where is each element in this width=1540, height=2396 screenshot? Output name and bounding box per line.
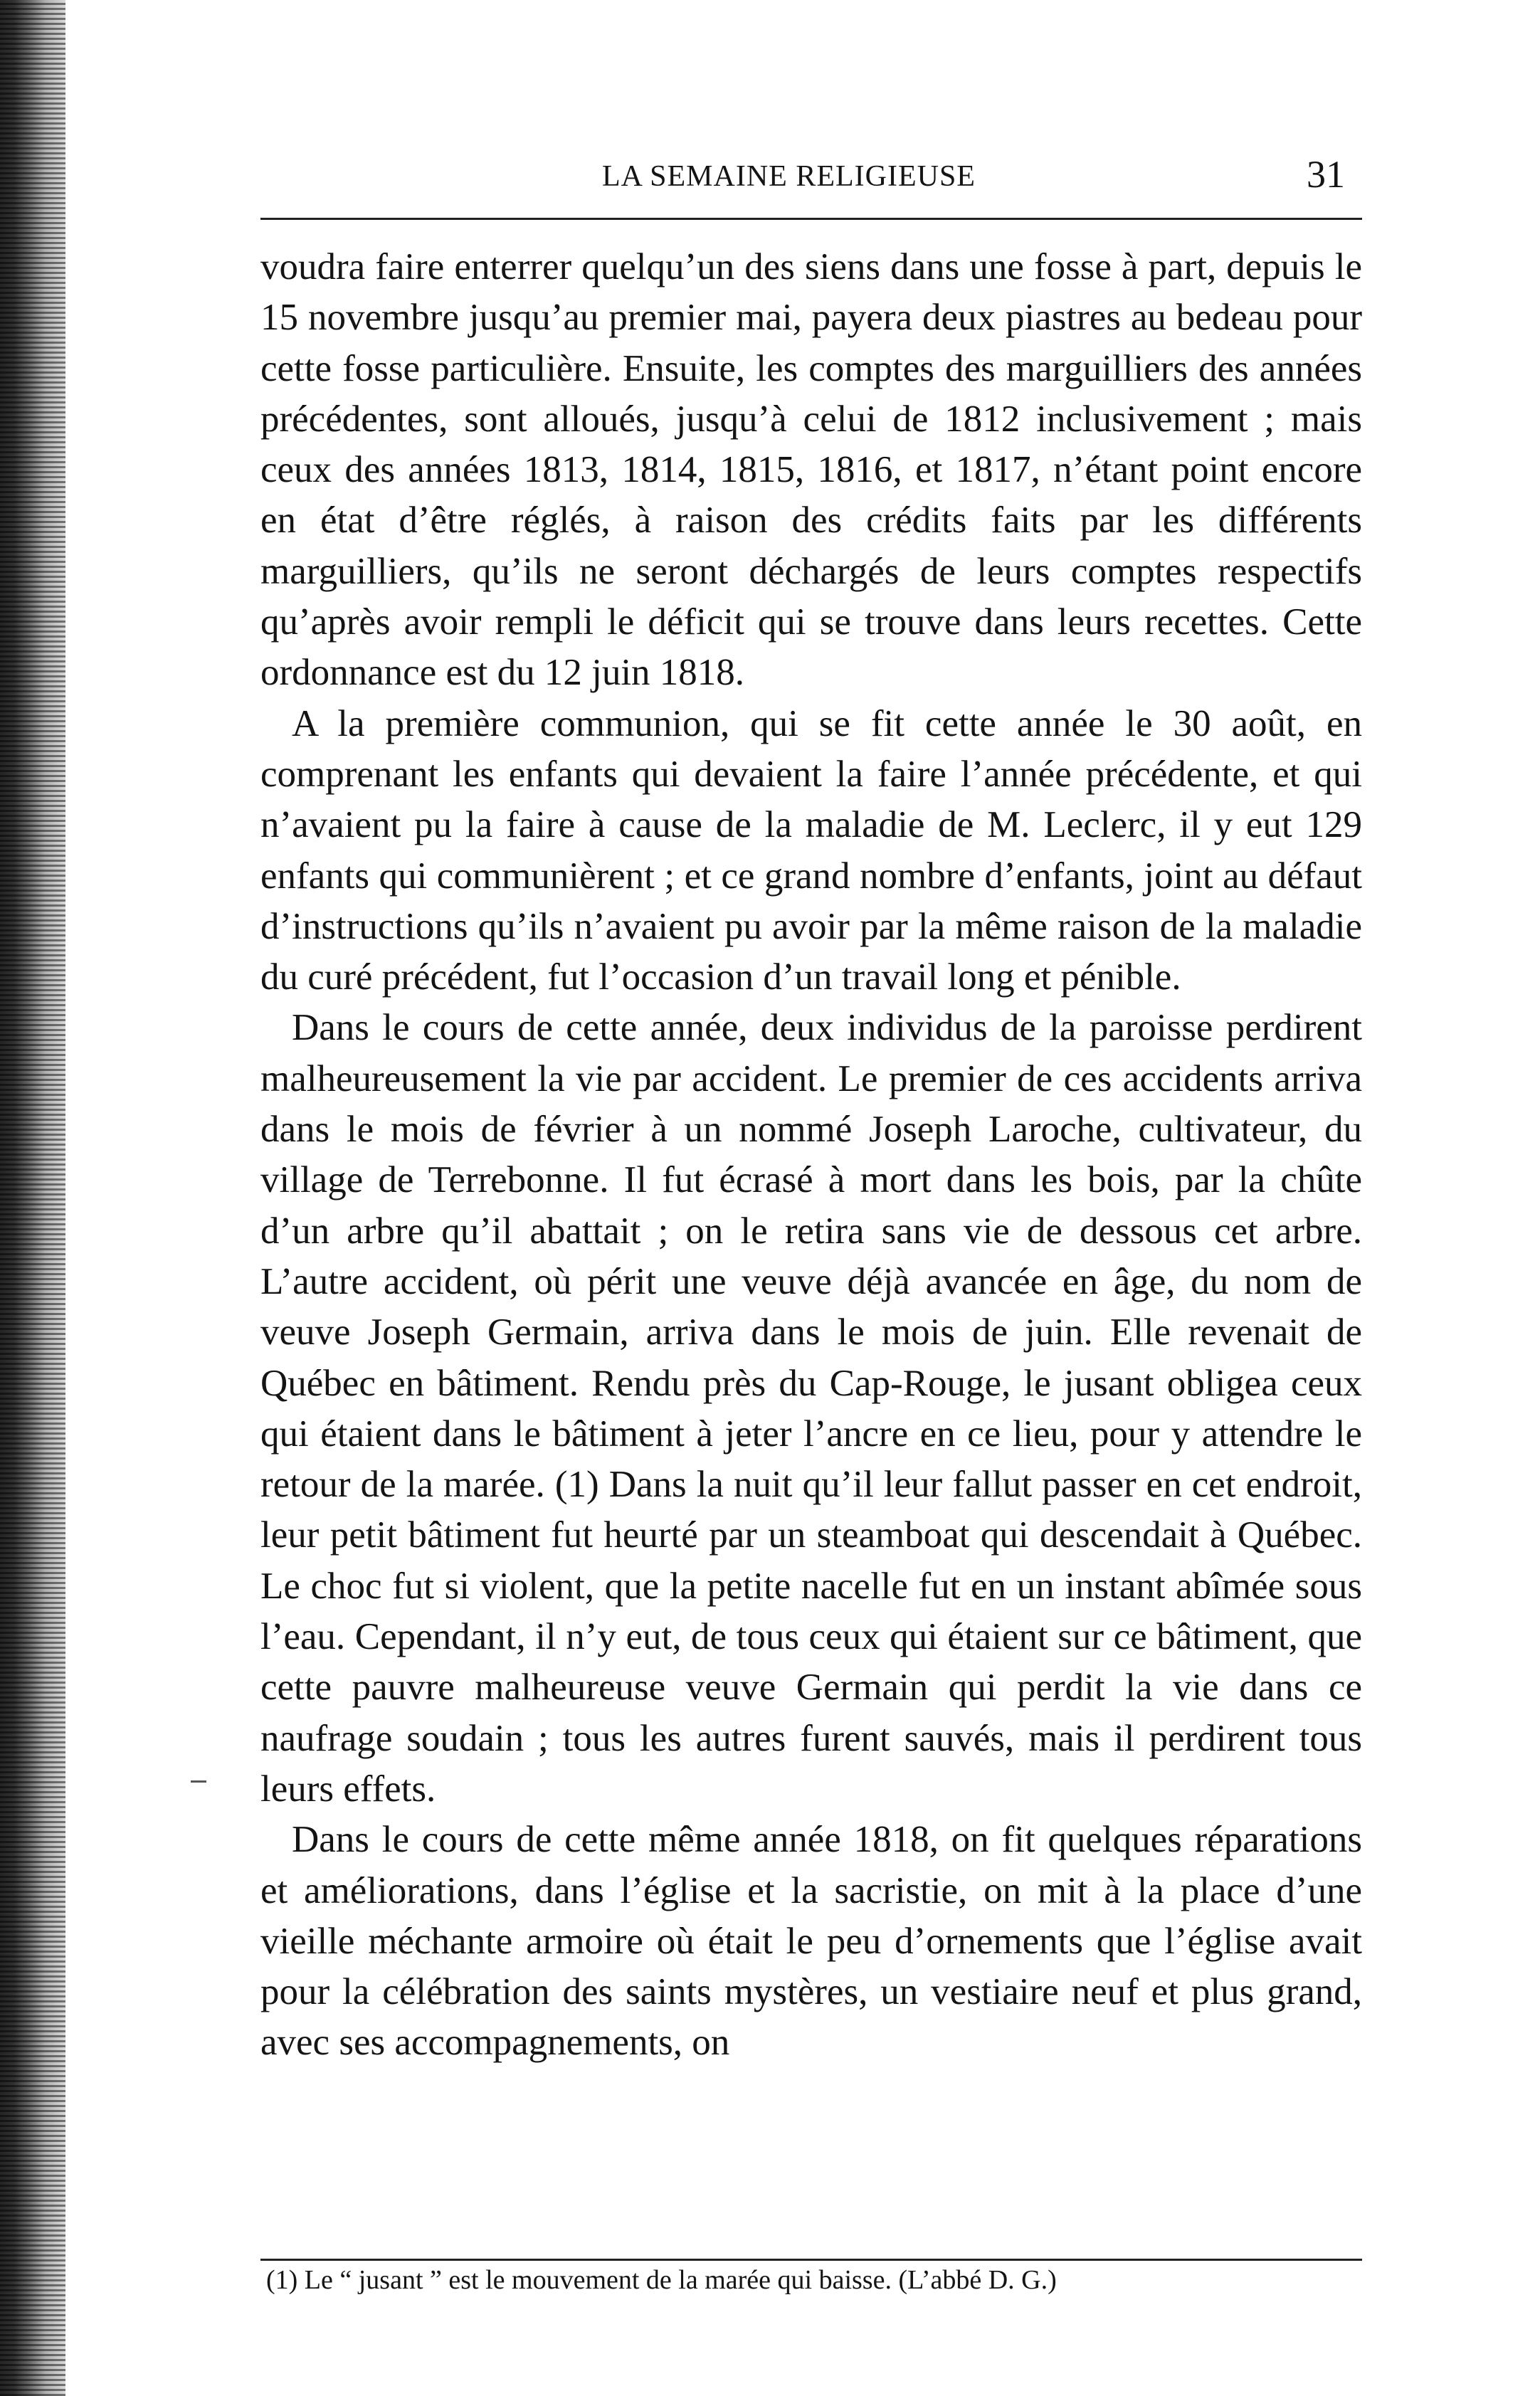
paragraph-4: Dans le cours de cette même année 1818, on fit quelques réparations et améliorations, dans l’église et la sacristie, on mit à la place d’une vieille méchante armoire où était le peu d’ornements que l’église avait pour la célébration des saints mystères, un vestiaire neuf et plus grand, avec ses accompagnements, on xyxy=(260,1819,1362,2064)
running-title: LA SEMAINE RELIGIEUSE xyxy=(602,160,976,193)
book-binding-edge xyxy=(0,0,65,2396)
paragraph-1: voudra faire enterrer quelqu’un des siens dans une fosse à part, depuis le 15 novembre jusqu’au premier mai, payera deux piastres au bedeau pour cette fosse particulière. Ensuite, les comptes des marguilliers des années précédentes, sont alloués, jusqu’à celui de 1812 inclusivement ; mais ceux des années 1813, 1814, 1815, 1816, et 1817, n’étant point encore en état d’être réglés, à raison des crédits faits par les différents marguilliers, qu’ils ne seront déchargés de leurs comptes respectifs qu’après avoir rempli le déficit qui se trouve dans leurs recettes. Cette ordonnance est du 12 juin 1818. xyxy=(260,246,1362,694)
page-header xyxy=(260,153,1362,206)
margin-mark xyxy=(191,1780,206,1783)
paragraph-3: Dans le cours de cette année, deux individus de la paroisse perdirent malheureusement la vie par accident. Le premier de ces accidents arriva dans le mois de février à un nommé Joseph Laroche, cultivateur, du village de Terrebonne. Il fut écrasé à mort dans les bois, par la chûte d’un arbre qu’il abattait ; on le retira sans vie de dessous cet arbre. L’autre accident, où périt une veuve déjà avancée en âge, du nom de veuve Joseph Germain, arriva dans le mois de juin. Elle revenait de Québec en bâtiment. Rendu près du Cap-Rouge, le jusant obligea ceux qui étaient dans le bâtiment à jeter l’ancre en ce lieu, pour y attendre le retour de la marée. (1) Dans la nuit qu’il leur fallut passer en cet endroit, leur petit bâtiment fut heurté par un steamboat qui descendait à Québec. Le choc fut si violent, que la petite nacelle fut en un instant abîmée sous l’eau. Cependant, il n’y eut, de tous ceux qui étaient sur ce bâtiment, que cette pauvre malheureuse veuve Germain qui perdit la vie dans ce naufrage soudain ; tous les autres furent sauvés, mais il perdirent tous leurs effets. xyxy=(260,1007,1362,1810)
page-number: 31 xyxy=(1307,153,1345,196)
footnote-rule xyxy=(260,2259,1362,2261)
header-rule xyxy=(260,218,1362,220)
paragraph-2: A la première communion, qui se fit cette année le 30 août, en comprenant les enfants qui devaient la faire l’année précédente, et qui n’avaient pu la faire à cause de la maladie de M. Leclerc, il y eut 129 enfants qui communièrent ; et ce grand nombre d’enfants, joint au défaut d’instructions qu’ils n’avaient pu avoir par la même raison de la maladie du curé précédent, fut l’occasion d’un travail long et pénible. xyxy=(260,702,1362,998)
body-text xyxy=(260,242,1362,2069)
footnote: (1) Le “ jusant ” est le mouvement de la marée qui baisse. (L’abbé D. G.) xyxy=(266,2265,1057,2295)
